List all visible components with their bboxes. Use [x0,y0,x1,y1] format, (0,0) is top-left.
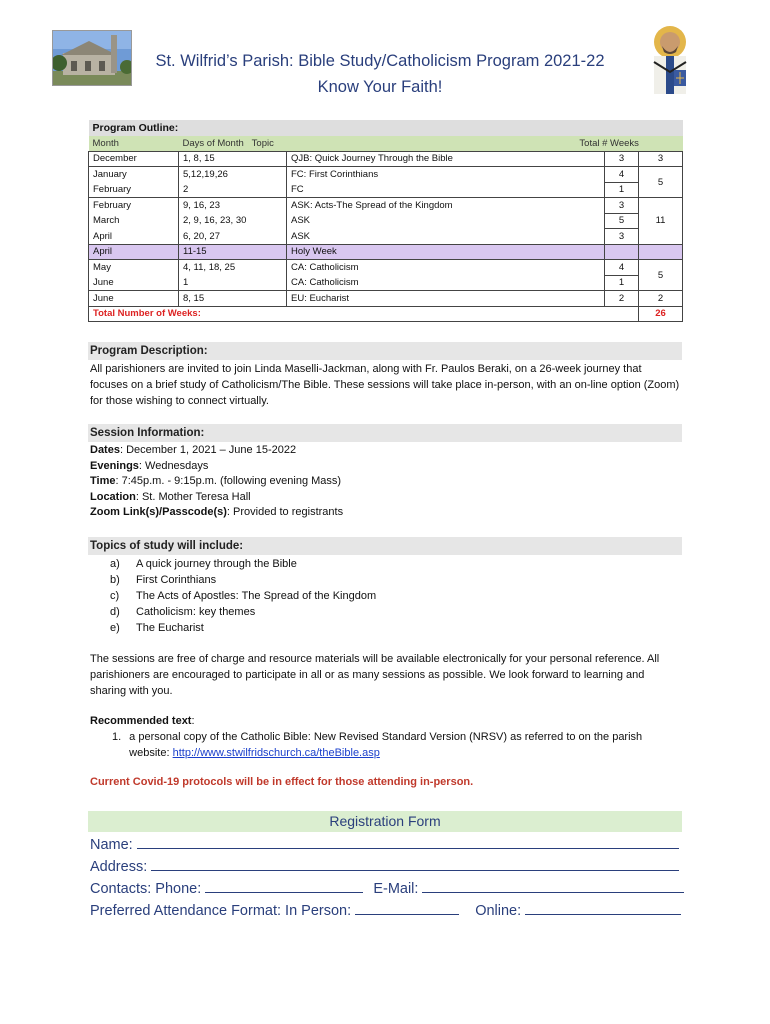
total-row [89,306,683,322]
address-row [90,857,679,875]
in-person-field[interactable] [355,901,459,915]
table-row-holy-week [89,244,683,260]
online-field[interactable] [525,901,681,915]
session-dates [90,443,680,459]
list-text: The Eucharist [136,622,204,634]
row-topic: FC [287,182,605,198]
col-days-header [179,136,287,152]
row-days: 9, 16, 23 [179,198,287,214]
row-topic: CA: Catholicism [287,275,605,291]
row-weeks: 1 [605,182,639,198]
list-text: A quick journey through the Bible [136,558,297,570]
online-label: Online: [475,903,522,919]
row-month: March [89,213,179,229]
session-details [90,443,680,521]
address-label: Address: [90,859,148,875]
attendance-row [90,901,681,919]
row-weeks: 3 [605,151,639,167]
row-weeks: 1 [605,275,639,291]
row-days: 8, 15 [179,291,287,307]
program-outline-table [88,120,683,322]
zoom-label: Zoom Link(s)/Passcode(s) [90,506,227,518]
topics-heading: Topics of study will include: [88,537,682,555]
group-total: 11 [639,198,683,245]
row-topic: ASK: Acts-The Spread of the Kingdom [287,198,605,214]
col-topic-label: Topic [251,137,274,149]
row-days: 5,12,19,26 [179,167,287,183]
email-label: E-Mail: [373,881,419,897]
registration-heading: Registration Form [88,811,682,832]
location-label: Location [90,490,136,503]
bible-link[interactable]: http://www.stwilfridschurch.ca/theBible.asp [172,747,380,759]
row-topic: QJB: Quick Journey Through the Bible [287,151,605,167]
row-weeks: 3 [605,229,639,245]
topics-list [110,556,376,636]
email-field[interactable] [422,879,684,893]
total-value: 26 [639,306,683,322]
col-weeks-header [287,136,683,152]
recommended-label: Recommended text [90,715,192,727]
recommended-body [129,729,678,761]
church-photo [52,30,132,86]
recommended-item [112,729,678,761]
list-item [110,620,376,636]
title-line-1: St. Wilfrid’s Parish: Bible Study/Catholicism Program 2021-22 [155,52,605,70]
contacts-row [90,879,684,897]
col-days-label: Days of Month [182,137,244,149]
row-month: May [89,260,179,276]
row-month: February [89,198,179,214]
list-marker: c) [110,590,120,602]
list-marker: a) [110,558,120,570]
row-topic: CA: Catholicism [287,260,605,276]
time-value: : 7:45p.m. - 9:15p.m. (following evening Mass) [115,475,342,487]
session-zoom [90,505,680,521]
outline-section-header [89,120,683,136]
row-month: April [89,229,179,245]
evenings-value: : Wednesdays [138,459,209,472]
table-row [89,167,683,183]
table-row [89,229,683,245]
description-heading: Program Description: [88,342,682,360]
table-row [89,182,683,198]
row-topic: ASK [287,213,605,229]
row-topic: FC: First Corinthians [287,167,605,183]
group-total-empty [639,244,683,260]
description-text: All parishioners are invited to join Linda Maselli-Jackman, along with Fr. Paulos Beraki, on a 26-week journey that focuses on a brief study of Catholicism/The Bible. These sessions will take place in-person, with an on-line option (Zoom) for those wishing to connect virtually. [90,363,680,407]
row-topic: Holy Week [287,244,605,260]
in-person-label: Preferred Attendance Format: In Person: [90,903,352,919]
row-topic: ASK [287,229,605,245]
list-item [110,604,376,620]
row-month: June [89,275,179,291]
row-weeks: 4 [605,260,639,276]
list-marker: d) [110,606,120,618]
row-days: 6, 20, 27 [179,229,287,245]
group-total: 5 [639,260,683,291]
list-text: The Acts of Apostles: The Spread of the Kingdom [136,590,377,602]
phone-label: Contacts: Phone: [90,881,202,897]
list-marker: b) [110,574,120,586]
row-days: 2 [179,182,287,198]
row-weeks [605,244,639,260]
session-location [90,490,680,506]
table-row [89,198,683,214]
list-item [110,588,376,604]
notes-text: The sessions are free of charge and resource materials will be available electronically for your personal reference. All parishioners are encouraged to participate in all or as many sessions as possible. We look forward to learning and sharing with you. [90,653,660,697]
row-days: 1, 8, 15 [179,151,287,167]
recommended-heading [90,713,680,729]
row-month: June [89,291,179,307]
recommended-text: a personal copy of the Catholic Bible: New Revised Standard Version (NRSV) as referred to on the parish website: [129,731,643,759]
evenings-label: Evenings [90,459,139,472]
document-title [140,50,620,98]
list-marker: e) [110,622,120,634]
table-row [89,151,683,167]
address-field[interactable] [151,857,679,871]
covid-notice: Current Covid-19 protocols will be in effect for those attending in-person. [90,776,474,788]
row-topic: EU: Eucharist [287,291,605,307]
zoom-value: : Provided to registrants [226,506,344,518]
name-row [90,835,679,853]
name-label: Name: [90,837,133,853]
total-spacer [605,306,639,322]
recommended-colon: : [191,715,195,727]
outline-heading: Program Outline: [89,120,683,136]
list-item [110,572,376,588]
row-weeks: 4 [605,167,639,183]
row-month: December [89,151,179,167]
row-weeks: 3 [605,198,639,214]
saint-icon-image [644,22,696,94]
row-month: April [89,244,179,260]
col-month-header: Month [89,136,179,152]
row-weeks: 2 [605,291,639,307]
row-days: 4, 11, 18, 25 [179,260,287,276]
table-row [89,260,683,276]
name-field[interactable] [137,835,679,849]
total-label: Total Number of Weeks: [89,306,605,322]
session-time [90,474,680,490]
session-evenings [90,459,680,475]
group-total: 5 [639,167,683,198]
session-heading: Session Information: [88,424,682,442]
row-month: January [89,167,179,183]
dates-value: : December 1, 2021 – June 15-2022 [119,444,297,456]
phone-field[interactable] [205,879,363,893]
title-line-2: Know Your Faith! [317,78,443,96]
list-item [110,556,376,572]
group-total: 2 [639,291,683,307]
list-text: Catholicism: key themes [136,606,256,618]
time-label: Time [90,475,116,487]
list-text: First Corinthians [136,574,217,586]
table-row [89,213,683,229]
location-value: : St. Mother Teresa Hall [135,490,251,503]
recommended-number: 1. [112,731,122,743]
dates-label: Dates [90,444,120,456]
outline-column-header [89,136,683,152]
group-total: 3 [639,151,683,167]
row-days: 2, 9, 16, 23, 30 [179,213,287,229]
col-weeks-label: Total # Weeks [579,137,639,149]
table-row [89,291,683,307]
row-month: February [89,182,179,198]
table-row [89,275,683,291]
row-days: 1 [179,275,287,291]
row-weeks: 5 [605,213,639,229]
row-days: 11-15 [179,244,287,260]
